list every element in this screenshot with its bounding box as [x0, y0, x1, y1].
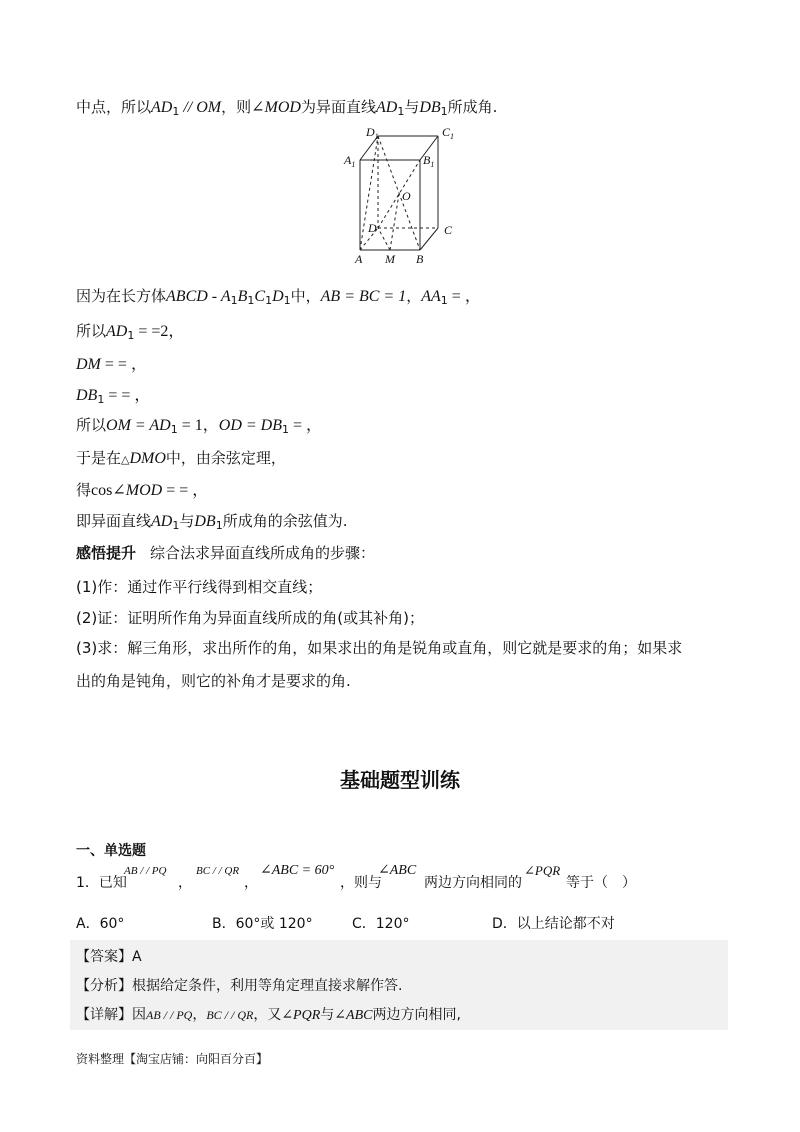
text-line-13: (3)求：解三角形，求出所作的角，如果求出的角是锐角或直角，则它就是要求的角；如果求	[76, 639, 683, 657]
text-line-5	[76, 384, 150, 411]
math: cos∠	[91, 482, 126, 499]
subscript: 1	[265, 294, 273, 307]
label-c1: C	[442, 125, 451, 139]
detail-label: 【详解】	[76, 1007, 132, 1023]
math: AD	[106, 323, 128, 340]
triangle-symbol: △	[121, 453, 130, 466]
subscript: 1	[282, 423, 289, 436]
text: 为异面直线	[300, 98, 376, 116]
subscript: 1	[440, 294, 448, 307]
math: ∠ABC	[334, 1008, 373, 1023]
analysis-text: 根据给定条件，利用等角定理直接求解作答.	[132, 978, 403, 994]
text-line-7	[76, 447, 286, 471]
math: DMO	[129, 450, 166, 467]
option-b[interactable]: B．60°或 120°	[212, 916, 313, 932]
seg-mo	[390, 194, 399, 250]
label-m: M	[385, 252, 395, 266]
condition-1: AB / / PQ	[124, 865, 167, 877]
answer-line	[76, 946, 142, 966]
math: AD	[151, 513, 173, 530]
condition-2: BC / / QR	[196, 865, 240, 877]
label-c: C	[444, 223, 453, 237]
text: ，	[192, 1007, 207, 1023]
text: 与	[179, 512, 195, 530]
text: ，又	[253, 1007, 282, 1023]
cuboid-figure	[330, 122, 470, 272]
math: AD	[151, 99, 173, 116]
math: ∠MOD	[251, 99, 301, 116]
label-c1-sub: 1	[450, 132, 455, 141]
text-line-10	[76, 542, 375, 564]
detail-line	[76, 1004, 461, 1024]
subscript: 1	[283, 294, 291, 307]
analysis-line	[76, 975, 402, 995]
label-b1-sub: 1	[430, 160, 435, 169]
separator: ，	[178, 875, 192, 891]
angle-pqr: ∠PQR	[524, 863, 561, 878]
math: AA	[421, 288, 441, 305]
question-text: ，则与	[340, 875, 382, 891]
text-line-1	[76, 96, 497, 123]
section-heading: 基础题型训练	[340, 768, 460, 792]
question-text: 等于（ ）	[566, 875, 636, 891]
subscript: 1	[230, 294, 238, 307]
analysis-label: 【分析】	[76, 978, 132, 994]
label-a: A	[355, 252, 363, 266]
text-line-14: 出的角是钝角，则它的补角才是要求的角.	[76, 672, 351, 690]
math: = =2，	[134, 323, 185, 340]
text-line-6	[76, 414, 322, 441]
math: = ，	[447, 288, 481, 305]
math: DM	[76, 356, 101, 373]
separator: ，	[244, 875, 258, 891]
text: 所成角的余弦值为.	[222, 512, 348, 530]
subscript: 1	[97, 393, 105, 406]
text: 中点，所以	[76, 98, 152, 116]
label-o: O	[402, 189, 411, 203]
math: = = ，	[100, 356, 147, 373]
math: // OM	[179, 99, 222, 116]
label-d1: D	[366, 125, 375, 139]
text: 所成角.	[447, 98, 498, 116]
subscript: 1	[215, 519, 223, 532]
text: 因	[132, 1007, 146, 1023]
text: 得	[76, 481, 92, 499]
subscript: 1	[247, 294, 255, 307]
text: 因为在长方体	[76, 287, 167, 305]
svg-text:A1	[343, 153, 355, 169]
math: ABCD - A	[166, 288, 231, 305]
text-line-12: (2)证：证明所作角为异面直线所成的角(或其补角)；	[76, 609, 424, 627]
text: 与	[320, 1007, 335, 1023]
question-number: 1．已知	[76, 875, 127, 891]
svg-text:D1	[365, 125, 379, 141]
text-line-9	[76, 510, 347, 537]
math: AB / / PQ	[146, 1008, 193, 1022]
math: OM = AD	[106, 417, 171, 434]
text: ，	[406, 287, 422, 305]
text: 于是在	[76, 449, 122, 467]
subscript: 1	[172, 519, 180, 532]
text-line-3	[76, 320, 184, 347]
math: C	[254, 288, 266, 305]
question-1	[76, 874, 127, 892]
svg-text:B1	[423, 153, 434, 169]
label-b: B	[416, 252, 424, 266]
angle-abc: ∠ABC	[378, 863, 417, 878]
option-c[interactable]: C．120°	[352, 916, 410, 932]
subscript: 1	[170, 423, 178, 436]
math: = 1，	[177, 417, 219, 434]
math: DB	[194, 513, 216, 530]
math: MOD	[125, 482, 163, 499]
math: D	[272, 288, 284, 305]
math: DB	[76, 387, 98, 404]
text: 所以	[76, 322, 107, 340]
math: BC / / QR	[206, 1008, 254, 1022]
math: = = ，	[162, 482, 209, 499]
subscript: 1	[397, 105, 405, 118]
label-a1-sub: 1	[351, 160, 356, 169]
option-a[interactable]: A．60°	[76, 916, 125, 932]
text-line-4	[76, 353, 147, 376]
section-label: 一、单选题	[76, 843, 146, 859]
math: OD = DB	[218, 417, 282, 434]
math: ∠PQR	[281, 1008, 321, 1023]
question-text: 两边方向相同的	[424, 875, 522, 891]
diag-d1b	[378, 136, 420, 250]
label-d1-sub: 1	[374, 132, 379, 141]
text-line-8	[76, 479, 208, 502]
math: = ，	[289, 417, 323, 434]
subscript: 1	[172, 105, 180, 118]
edge-bc	[420, 228, 438, 250]
option-d[interactable]: D．以上结论都不对	[492, 916, 615, 932]
math: AD	[376, 99, 398, 116]
text: 两边方向相同,	[372, 1007, 461, 1023]
math: B	[237, 288, 248, 305]
math: DB	[419, 99, 441, 116]
condition-3: ∠ABC = 60°	[260, 863, 335, 878]
text: ，则	[221, 98, 252, 116]
text: 中，由余弦定理，	[165, 449, 286, 467]
text: 所以	[76, 416, 107, 434]
footer-note: 资料整理【淘宝店铺：向阳百分百】	[76, 1052, 269, 1066]
subscript: 1	[440, 105, 448, 118]
label-d: D	[368, 221, 377, 235]
answer-label: 【答案】	[76, 949, 132, 965]
text: 综合法求异面直线所成角的步骤：	[150, 544, 376, 562]
text: 即异面直线	[76, 512, 152, 530]
text-line-2	[76, 285, 481, 312]
math: AB = BC = 1	[320, 288, 407, 305]
math: = = ，	[104, 387, 151, 404]
cuboid-diagram	[330, 122, 470, 268]
label-a1: A	[344, 153, 352, 167]
insight-label: 感悟提升	[76, 544, 137, 562]
answer-value: A	[132, 949, 142, 965]
text: 与	[404, 98, 420, 116]
subscript: 1	[127, 329, 135, 342]
label-b1: B	[423, 153, 431, 167]
svg-text:C1	[442, 125, 454, 141]
text: 中，	[290, 287, 321, 305]
text-line-11: (1)作：通过作平行线得到相交直线；	[76, 578, 323, 596]
seg-md	[378, 228, 390, 250]
